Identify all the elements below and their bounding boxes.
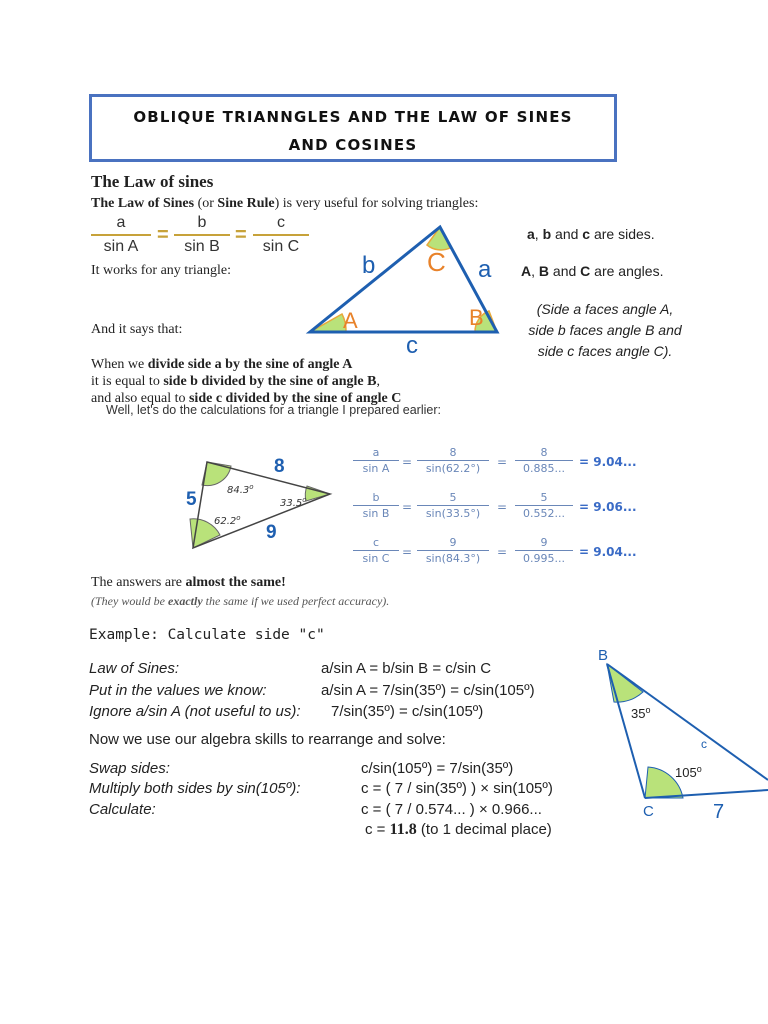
note-angle-c: C [580, 263, 591, 279]
example-label-4: Swap sides: [89, 760, 170, 777]
example-label-3: Ignore a/sin A (not useful to us): [89, 703, 301, 720]
final-pre: c = [365, 821, 390, 838]
table-row-3-frac-3: $\frac{9}{0.995...}$ [515, 536, 573, 565]
side-c-label: c [701, 737, 707, 751]
perfect-accuracy-text [91, 594, 389, 609]
intro-text-1: (or [194, 196, 218, 211]
perfect-bold: exactly [168, 594, 203, 608]
note-a: a [527, 226, 535, 242]
final-post: (to 1 decimal place) [416, 821, 552, 838]
formula-equals-1: = [157, 224, 169, 246]
triangle-abc-diagram [300, 215, 520, 355]
final-answer [365, 821, 552, 839]
final-value: 11.8 [389, 821, 417, 838]
formula-num-c: c [253, 214, 309, 236]
note-sep: , [534, 226, 543, 242]
angle-35-label: 35$^o$ [631, 705, 651, 721]
side-c-label: c [406, 332, 418, 355]
note-rest: are sides. [590, 226, 655, 242]
title-line-1: OBLIQUE TRIANNGLES AND THE LAW OF SINES [133, 108, 573, 126]
example-label-6: Calculate: [89, 801, 156, 818]
explain-1-pre: When we [91, 357, 148, 372]
example-value-6: c = ( 7 / 0.574... ) × 0.966... [361, 801, 542, 818]
example-label-5: Multiply both sides by sin(105º): [89, 780, 301, 797]
explain-line-1 [91, 356, 401, 373]
explain-2-post: , [376, 374, 380, 389]
formula-num-b: b [174, 214, 230, 236]
explain-3-bold: side c divided by the sine of angle C [188, 391, 402, 406]
angles-note [521, 263, 663, 279]
table-row-1-eq-1: = [402, 455, 413, 469]
angle-c-label: C [427, 247, 446, 277]
faces-line-3: side c faces angle C). [537, 343, 673, 359]
faces-line-1: (Side a faces angle A, [536, 301, 674, 317]
faces-line-2: side b faces angle B and [528, 322, 682, 338]
formula-fraction-b [174, 214, 230, 256]
title-box [89, 94, 617, 162]
table-row-1-frac-2: $\frac{8}{\sin(62.2^\circ)}$ [417, 446, 489, 475]
intro-bold-2: Sine Rule [217, 196, 275, 211]
formula-den-a: sin A [103, 238, 139, 255]
example-heading: Example: Calculate side "c" [89, 627, 325, 643]
note-angle-b: B [538, 263, 550, 279]
table-row-3-result: = 9.04... [579, 545, 637, 559]
triangle-example-diagram [595, 640, 768, 830]
table-row-3-frac-1: $\frac{c}{\text{sin C}}$ [353, 536, 399, 565]
vertex-b-label: B [598, 647, 609, 664]
table-row-2-frac-2: $\frac{5}{\sin(33.5^\circ)}$ [417, 491, 489, 520]
angle-105-label: 105$^o$ [675, 764, 702, 780]
formula-fraction-a [91, 214, 151, 256]
answers-pre: The answers are [91, 575, 186, 590]
side-5-label: 5 [186, 489, 197, 510]
vertex-c-label: C [643, 803, 654, 820]
note-b: b [542, 226, 552, 242]
table-row-2-eq-1: = [402, 500, 413, 514]
example-value-2: a/sin A = 7/sin(35º) = c/sin(105º) [321, 682, 535, 699]
triangle-numeric-diagram [180, 452, 350, 562]
example-value-3: 7/sin(35º) = c/sin(105º) [331, 703, 484, 720]
formula-num-a: a [91, 214, 151, 236]
table-row-1-frac-1: $\frac{a}{\text{sin A}}$ [353, 446, 399, 475]
explain-2-bold: side b divided by the sine of angle B [163, 374, 377, 389]
note-angle-rest: are angles. [590, 263, 664, 279]
answers-bold: almost the same! [185, 575, 286, 590]
intro-text [91, 196, 478, 212]
note-and: and [551, 226, 583, 242]
angle-b-label: B [469, 305, 484, 330]
side-b-label: b [362, 252, 376, 279]
table-row-3-eq-2: = [497, 545, 508, 559]
angle-33-label: 33.5$^o$ [280, 496, 307, 509]
side-c [607, 664, 768, 780]
formula-den-b: sin B [184, 238, 220, 255]
faces-note [510, 299, 700, 362]
answers-text [91, 575, 286, 591]
side-8-label: 8 [274, 456, 285, 477]
angle-84-label: 84.3$^o$ [227, 483, 254, 496]
table-row-1-frac-3: $\frac{8}{0.885...}$ [515, 446, 573, 475]
perfect-pre: (They would be [91, 594, 168, 608]
example-value-4: c/sin(105º) = 7/sin(35º) [361, 760, 514, 777]
side-9-label: 9 [266, 522, 277, 543]
example-label-1: Law of Sines: [89, 660, 180, 677]
example-value-5: c = ( 7 / sin(35º) ) × sin(105º) [361, 780, 553, 797]
table-row-2-frac-1: $\frac{b}{\text{sin B}}$ [353, 491, 399, 520]
explain-3-pre: and also equal to [91, 391, 189, 406]
side-7-label: 7 [713, 801, 725, 823]
sides-note [527, 226, 655, 242]
perfect-post: the same if we used perfect accuracy). [202, 594, 390, 608]
algebra-text: Now we use our algebra skills to rearrange and solve: [89, 731, 446, 748]
explain-line-2 [91, 373, 401, 390]
table-row-2-eq-2: = [497, 500, 508, 514]
table-row-2-frac-3: $\frac{5}{0.552...}$ [515, 491, 573, 520]
says-text: And it says that: [91, 322, 183, 337]
table-row-3-frac-2: $\frac{9}{\sin(84.3^\circ)}$ [417, 536, 489, 565]
works-text: It works for any triangle: [91, 263, 231, 278]
explain-1-bold: divide side a by the sine of angle A [147, 357, 353, 372]
section-heading: The Law of sines [91, 172, 214, 191]
explain-block [91, 356, 401, 407]
note-angle-a: A [521, 263, 532, 279]
angle-a-label: A [343, 308, 358, 333]
angle-62-label: 62.2$^o$ [214, 514, 241, 527]
explain-2-pre: it is equal to [91, 374, 164, 389]
intro-text-2: ) is very useful for solving triangles: [274, 196, 479, 211]
title-line-2: AND COSINES [288, 136, 418, 154]
table-row-3-eq-1: = [402, 545, 413, 559]
table-row-2-result: = 9.06... [579, 500, 637, 514]
intro-bold-1: The Law of Sines [91, 196, 195, 211]
table-row-1-eq-2: = [497, 455, 508, 469]
example-label-2: Put in the values we know: [89, 682, 267, 699]
side-a-label: a [478, 256, 492, 283]
note-c: c [582, 226, 591, 242]
calc-intro: Well, let's do the calculations for a triangle I prepared earlier: [106, 403, 441, 417]
formula-equals-2: = [235, 224, 247, 246]
note-angle-sep: , [531, 263, 539, 279]
formula-den-c: sin C [262, 238, 300, 255]
table-row-1-result: = 9.04... [579, 455, 637, 469]
note-angle-and: and [549, 263, 581, 279]
example-value-1: a/sin A = b/sin B = c/sin C [321, 660, 492, 677]
